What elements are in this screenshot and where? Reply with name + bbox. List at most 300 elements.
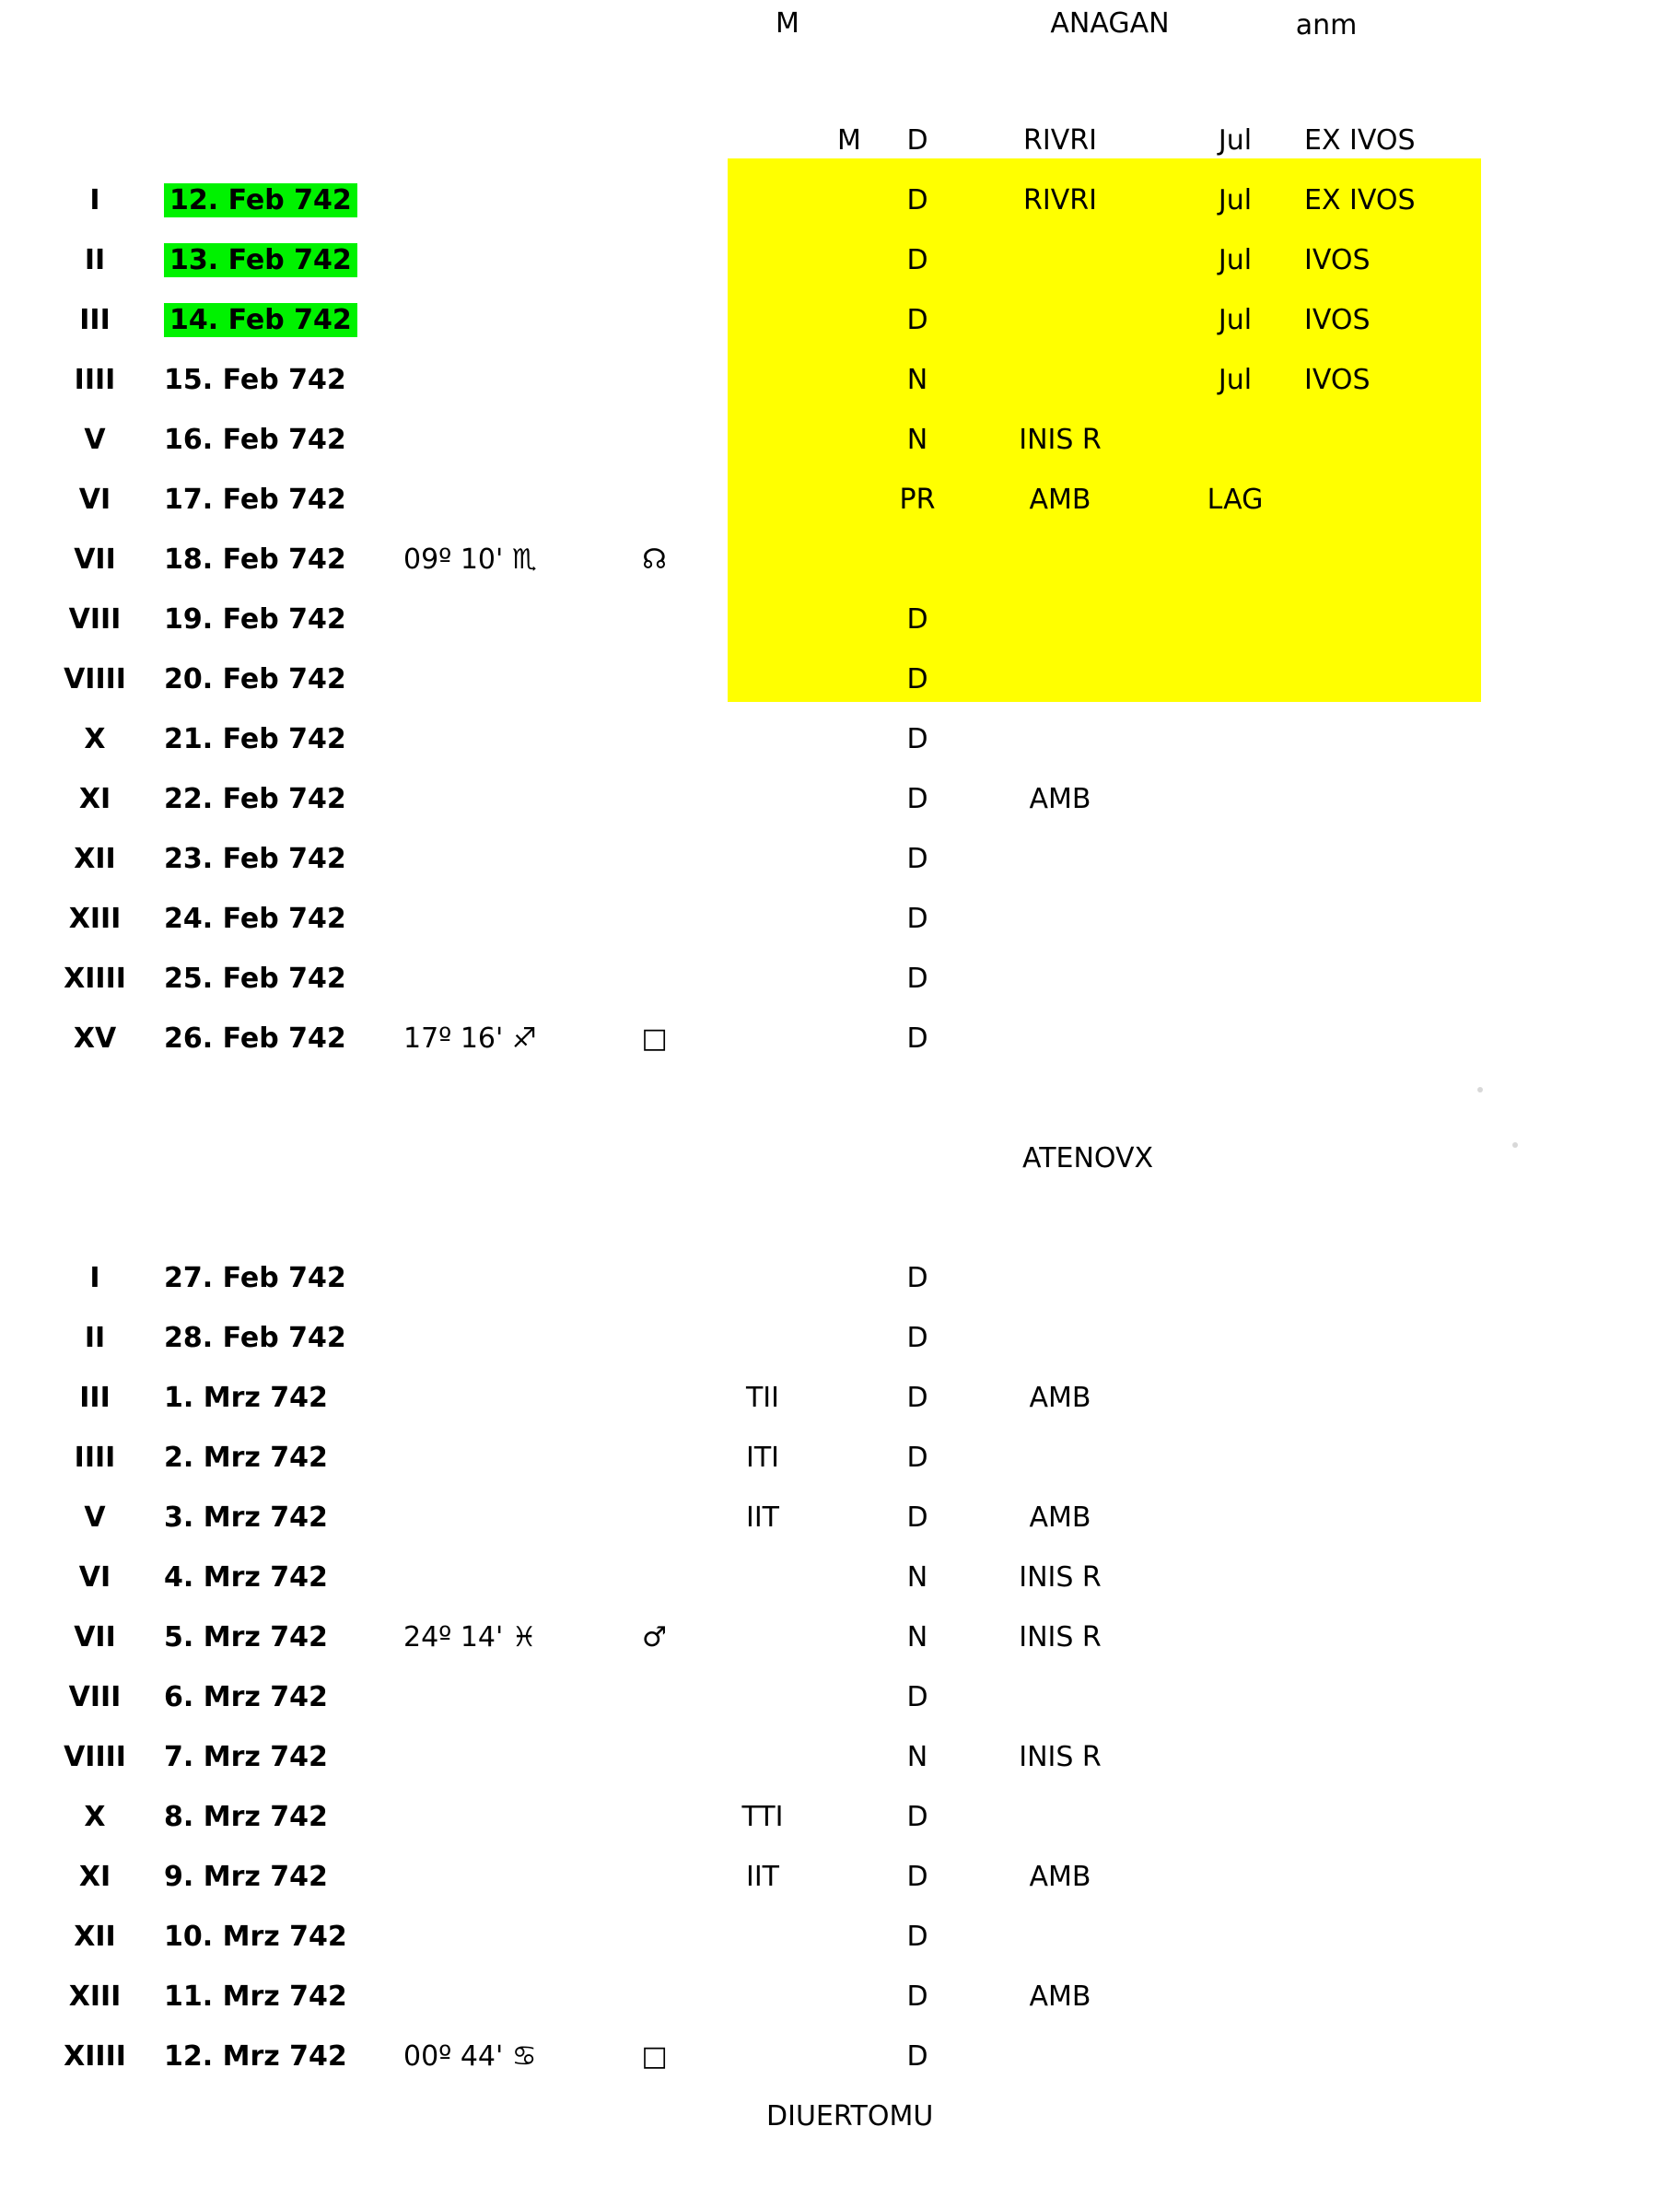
cell-aspect: □ bbox=[641, 1022, 668, 1055]
cell-date: 4. Mrz 742 bbox=[164, 1561, 328, 1594]
table-row bbox=[26, 1907, 1488, 1967]
table-row bbox=[26, 410, 1488, 470]
cell-roman: XV bbox=[73, 1022, 117, 1055]
cell-date: 7. Mrz 742 bbox=[164, 1741, 328, 1773]
cell-ivos bbox=[1304, 1907, 1488, 1967]
table-row bbox=[26, 170, 1488, 230]
cell-aspect bbox=[601, 1847, 707, 1907]
cell-date: 11. Mrz 742 bbox=[164, 1981, 347, 2013]
cell-date: 18. Feb 742 bbox=[164, 543, 346, 576]
table2-body bbox=[26, 1248, 1488, 2086]
table-row bbox=[26, 949, 1488, 1009]
cell-m bbox=[818, 1787, 881, 1847]
cell-jul bbox=[1166, 1308, 1304, 1368]
cell-m bbox=[818, 170, 881, 230]
cell-aspect bbox=[601, 649, 707, 709]
cell-jul bbox=[1166, 1907, 1304, 1967]
cell-tii bbox=[707, 1607, 818, 1667]
cell-note bbox=[954, 1787, 1166, 1847]
cell-jul bbox=[1166, 410, 1304, 470]
cell-m bbox=[818, 889, 881, 949]
cell-tii bbox=[707, 1667, 818, 1727]
cell-tii bbox=[707, 1967, 818, 2027]
cell-note bbox=[954, 949, 1166, 1009]
cell-aspect bbox=[601, 410, 707, 470]
cell-aspect bbox=[601, 1488, 707, 1548]
cell-ivos bbox=[1304, 1248, 1488, 1308]
cell-astro bbox=[403, 410, 601, 470]
cell-m bbox=[818, 1967, 881, 2027]
cell-d: N bbox=[906, 1741, 928, 1773]
cell-tii: IIT bbox=[745, 1501, 780, 1534]
cell-roman: X bbox=[84, 1801, 106, 1833]
calendar-table-second-fortnight bbox=[26, 1248, 1488, 2086]
cell-d: N bbox=[906, 1561, 928, 1594]
cell-tii bbox=[707, 530, 818, 590]
cell-jul bbox=[1166, 1667, 1304, 1727]
cell-ivos bbox=[1304, 1847, 1488, 1907]
cell-m bbox=[818, 709, 881, 769]
cell-m bbox=[818, 410, 881, 470]
cell-note bbox=[954, 829, 1166, 889]
section-label-diuertomu: DIUERTOMU bbox=[766, 2100, 934, 2132]
cell-tii bbox=[707, 290, 818, 350]
table-row bbox=[26, 1607, 1488, 1667]
cell-jul bbox=[1166, 649, 1304, 709]
table-row bbox=[26, 1967, 1488, 2027]
cell-tii bbox=[707, 1727, 818, 1787]
table-row bbox=[26, 1787, 1488, 1847]
cell-m bbox=[818, 949, 881, 1009]
calendar-table-first-fortnight bbox=[26, 111, 1488, 1069]
cell-m bbox=[818, 350, 881, 410]
cell-astro bbox=[403, 1368, 601, 1428]
cell-ivos bbox=[1304, 829, 1488, 889]
cell-d: D bbox=[906, 1801, 928, 1833]
cell-jul bbox=[1166, 889, 1304, 949]
cell-astro bbox=[403, 709, 601, 769]
cell-ivos bbox=[1304, 769, 1488, 829]
cell-d: D bbox=[906, 1322, 928, 1354]
cell-note: INIS R bbox=[1019, 1621, 1102, 1653]
cell-aspect bbox=[601, 1308, 707, 1368]
cell-note bbox=[954, 2027, 1166, 2086]
cell-ivos bbox=[1304, 709, 1488, 769]
cell-d: PR bbox=[899, 484, 936, 516]
cell-tii bbox=[707, 769, 818, 829]
cell-date: 16. Feb 742 bbox=[164, 424, 346, 456]
cell-jul bbox=[1166, 1967, 1304, 2027]
table-header-row bbox=[26, 111, 1488, 170]
table-row bbox=[26, 350, 1488, 410]
cell-astro: 17º 16' ♐ bbox=[403, 1022, 537, 1055]
cell-note bbox=[954, 290, 1166, 350]
cell-note bbox=[954, 590, 1166, 649]
cell-jul bbox=[1166, 1368, 1304, 1428]
cell-astro bbox=[403, 1787, 601, 1847]
cell-jul bbox=[1166, 949, 1304, 1009]
cell-m bbox=[818, 1428, 881, 1488]
cell-tii bbox=[707, 470, 818, 530]
cell-m bbox=[818, 1907, 881, 1967]
cell-aspect bbox=[601, 1248, 707, 1308]
cell-tii bbox=[707, 949, 818, 1009]
cell-date: 6. Mrz 742 bbox=[164, 1681, 328, 1713]
cell-jul: Jul bbox=[1218, 184, 1253, 216]
cell-ivos bbox=[1304, 1009, 1488, 1069]
cell-jul: Jul bbox=[1218, 304, 1253, 336]
cell-d: D bbox=[906, 1382, 928, 1414]
cell-note: AMB bbox=[1029, 484, 1091, 516]
cell-ivos bbox=[1304, 590, 1488, 649]
cell-roman: XIIII bbox=[64, 963, 126, 995]
cell-roman: XIII bbox=[68, 903, 122, 935]
cell-note: INIS R bbox=[1019, 1741, 1102, 1773]
table-row bbox=[26, 1548, 1488, 1607]
cell-aspect bbox=[601, 949, 707, 1009]
cell-tii: TTI bbox=[741, 1801, 784, 1833]
col-header-d: D bbox=[906, 124, 928, 157]
cell-astro bbox=[403, 1248, 601, 1308]
table1-body bbox=[26, 170, 1488, 1069]
cell-jul bbox=[1166, 1787, 1304, 1847]
cell-roman: V bbox=[84, 1501, 106, 1534]
cell-ivos bbox=[1304, 1607, 1488, 1667]
table-row bbox=[26, 1727, 1488, 1787]
cell-astro bbox=[403, 350, 601, 410]
cell-tii: TII bbox=[745, 1382, 780, 1414]
table-row bbox=[26, 1428, 1488, 1488]
cell-roman: XIII bbox=[68, 1981, 122, 2013]
cell-d: D bbox=[906, 1681, 928, 1713]
decorative-dot bbox=[1512, 1142, 1518, 1148]
cell-astro bbox=[403, 590, 601, 649]
cell-m bbox=[818, 1009, 881, 1069]
cell-m bbox=[818, 530, 881, 590]
cell-note bbox=[954, 1308, 1166, 1368]
cell-d: D bbox=[906, 963, 928, 995]
cell-note bbox=[954, 649, 1166, 709]
table-row bbox=[26, 1308, 1488, 1368]
cell-aspect bbox=[601, 170, 707, 230]
cell-m bbox=[818, 769, 881, 829]
cell-astro bbox=[403, 1428, 601, 1488]
cell-roman: VI bbox=[78, 484, 111, 516]
cell-note bbox=[954, 1907, 1166, 1967]
cell-roman: VII bbox=[74, 543, 116, 576]
col-header-ex-ivos: EX IVOS bbox=[1304, 124, 1416, 157]
cell-ivos bbox=[1304, 1368, 1488, 1428]
table-row bbox=[26, 1368, 1488, 1428]
cell-tii bbox=[707, 410, 818, 470]
cell-jul bbox=[1166, 829, 1304, 889]
col-header-rivri: RIVRI bbox=[1023, 124, 1097, 157]
cell-note: AMB bbox=[1029, 1501, 1091, 1534]
cell-tii bbox=[707, 1548, 818, 1607]
cell-ivos bbox=[1304, 949, 1488, 1009]
table-row bbox=[26, 1488, 1488, 1548]
cell-ivos bbox=[1304, 1787, 1488, 1847]
table-row bbox=[26, 1847, 1488, 1907]
top-header bbox=[0, 0, 1680, 55]
cell-roman: XIIII bbox=[64, 2040, 126, 2073]
cell-date: 1. Mrz 742 bbox=[164, 1382, 328, 1414]
cell-roman: V bbox=[84, 424, 106, 456]
cell-jul bbox=[1166, 1847, 1304, 1907]
date-highlight: 12. Feb 742 bbox=[164, 183, 357, 217]
cell-date: 20. Feb 742 bbox=[164, 663, 346, 695]
cell-roman: IIII bbox=[74, 1442, 116, 1474]
cell-ivos bbox=[1304, 1967, 1488, 2027]
cell-aspect bbox=[601, 1548, 707, 1607]
cell-date: 26. Feb 742 bbox=[164, 1022, 346, 1055]
cell-aspect bbox=[601, 709, 707, 769]
cell-jul bbox=[1166, 769, 1304, 829]
cell-tii bbox=[707, 829, 818, 889]
cell-d: D bbox=[906, 1022, 928, 1055]
cell-d: D bbox=[906, 1981, 928, 2013]
table-row bbox=[26, 1667, 1488, 1727]
cell-d: N bbox=[906, 364, 928, 396]
cell-m bbox=[818, 470, 881, 530]
cell-jul bbox=[1166, 2027, 1304, 2086]
cell-note: AMB bbox=[1029, 1382, 1091, 1414]
cell-date bbox=[164, 290, 403, 350]
cell-date: 25. Feb 742 bbox=[164, 963, 346, 995]
cell-date: 3. Mrz 742 bbox=[164, 1501, 328, 1534]
cell-m bbox=[818, 1847, 881, 1907]
cell-astro bbox=[403, 1548, 601, 1607]
cell-m bbox=[818, 649, 881, 709]
cell-m bbox=[818, 230, 881, 290]
cell-ivos bbox=[1304, 1727, 1488, 1787]
cell-ivos: IVOS bbox=[1304, 244, 1371, 276]
cell-d: D bbox=[906, 843, 928, 875]
cell-roman: VIII bbox=[68, 603, 122, 636]
table-row bbox=[26, 649, 1488, 709]
cell-note bbox=[954, 889, 1166, 949]
cell-date: 2. Mrz 742 bbox=[164, 1442, 328, 1474]
cell-note: INIS R bbox=[1019, 424, 1102, 456]
cell-jul bbox=[1166, 590, 1304, 649]
cell-note bbox=[954, 350, 1166, 410]
cell-date: 8. Mrz 742 bbox=[164, 1801, 328, 1833]
cell-astro bbox=[403, 1847, 601, 1907]
cell-aspect bbox=[601, 1368, 707, 1428]
date-highlight: 14. Feb 742 bbox=[164, 303, 357, 337]
cell-astro bbox=[403, 170, 601, 230]
cell-astro: 24º 14' ♓ bbox=[403, 1621, 537, 1653]
cell-roman: XI bbox=[78, 783, 111, 815]
table-row bbox=[26, 230, 1488, 290]
cell-m bbox=[818, 590, 881, 649]
cell-astro bbox=[403, 889, 601, 949]
cell-jul: Jul bbox=[1218, 364, 1253, 396]
cell-d: D bbox=[906, 1262, 928, 1294]
cell-jul bbox=[1166, 1488, 1304, 1548]
cell-astro bbox=[403, 1727, 601, 1787]
cell-tii: ITI bbox=[745, 1442, 780, 1474]
cell-aspect: ♂ bbox=[642, 1621, 667, 1653]
cell-d: D bbox=[906, 723, 928, 755]
cell-aspect bbox=[601, 1727, 707, 1787]
cell-note: RIVRI bbox=[1023, 184, 1097, 216]
cell-tii: IIT bbox=[745, 1861, 780, 1893]
cell-jul bbox=[1166, 1428, 1304, 1488]
col-header-astro bbox=[403, 111, 601, 170]
cell-ivos bbox=[1304, 1308, 1488, 1368]
col-header-tii bbox=[707, 111, 818, 170]
table-row bbox=[26, 1248, 1488, 1308]
cell-ivos bbox=[1304, 1428, 1488, 1488]
cell-ivos bbox=[1304, 470, 1488, 530]
cell-roman: II bbox=[84, 1322, 106, 1354]
cell-aspect bbox=[601, 1787, 707, 1847]
cell-d: D bbox=[906, 1442, 928, 1474]
cell-astro: 00º 44' ♋ bbox=[403, 2040, 537, 2073]
cell-roman: VI bbox=[78, 1561, 111, 1594]
cell-ivos: EX IVOS bbox=[1304, 184, 1416, 216]
table-row bbox=[26, 290, 1488, 350]
cell-astro bbox=[403, 230, 601, 290]
cell-m bbox=[818, 829, 881, 889]
cell-d: D bbox=[906, 304, 928, 336]
cell-ivos bbox=[1304, 649, 1488, 709]
cell-jul bbox=[1166, 709, 1304, 769]
col-header-m: M bbox=[837, 124, 861, 157]
header-m: M bbox=[776, 7, 799, 40]
cell-astro bbox=[403, 290, 601, 350]
cell-roman: III bbox=[79, 1382, 111, 1414]
cell-tii bbox=[707, 709, 818, 769]
cell-note: INIS R bbox=[1019, 1561, 1102, 1594]
cell-m bbox=[818, 1488, 881, 1548]
cell-aspect: □ bbox=[641, 2040, 668, 2073]
cell-astro: 09º 10' ♏ bbox=[403, 543, 537, 576]
cell-jul bbox=[1166, 1727, 1304, 1787]
cell-jul: Jul bbox=[1218, 244, 1253, 276]
table-row bbox=[26, 829, 1488, 889]
cell-d: N bbox=[906, 1621, 928, 1653]
cell-m bbox=[818, 290, 881, 350]
cell-note bbox=[954, 1009, 1166, 1069]
cell-tii bbox=[707, 1248, 818, 1308]
cell-m bbox=[818, 1368, 881, 1428]
date-highlight: 13. Feb 742 bbox=[164, 243, 357, 277]
cell-ivos bbox=[1304, 1667, 1488, 1727]
cell-ivos: IVOS bbox=[1304, 364, 1371, 396]
cell-astro bbox=[403, 649, 601, 709]
cell-jul bbox=[1166, 1607, 1304, 1667]
cell-ivos: IVOS bbox=[1304, 304, 1371, 336]
cell-roman: VII bbox=[74, 1621, 116, 1653]
cell-m bbox=[818, 1727, 881, 1787]
table-row bbox=[26, 709, 1488, 769]
cell-astro bbox=[403, 1667, 601, 1727]
cell-roman: XI bbox=[78, 1861, 111, 1893]
cell-date: 21. Feb 742 bbox=[164, 723, 346, 755]
table-row bbox=[26, 889, 1488, 949]
cell-aspect bbox=[601, 1667, 707, 1727]
header-anagan: ANAGAN bbox=[1050, 7, 1170, 40]
cell-roman: III bbox=[79, 304, 111, 336]
table-row bbox=[26, 769, 1488, 829]
cell-astro bbox=[403, 1308, 601, 1368]
cell-jul bbox=[1166, 1548, 1304, 1607]
cell-aspect bbox=[601, 1907, 707, 1967]
cell-date: 9. Mrz 742 bbox=[164, 1861, 328, 1893]
col-header-jul: Jul bbox=[1218, 124, 1253, 157]
cell-m bbox=[818, 1548, 881, 1607]
cell-d: D bbox=[906, 244, 928, 276]
decorative-dot bbox=[1477, 1087, 1483, 1092]
cell-m bbox=[818, 1607, 881, 1667]
cell-aspect: ☊ bbox=[642, 543, 667, 576]
cell-aspect bbox=[601, 590, 707, 649]
cell-date: 12. Mrz 742 bbox=[164, 2040, 347, 2073]
cell-astro bbox=[403, 470, 601, 530]
cell-tii bbox=[707, 590, 818, 649]
cell-d: N bbox=[906, 424, 928, 456]
cell-d: D bbox=[906, 783, 928, 815]
cell-ivos bbox=[1304, 889, 1488, 949]
cell-roman: IIII bbox=[74, 364, 116, 396]
cell-date: 28. Feb 742 bbox=[164, 1322, 346, 1354]
cell-date: 23. Feb 742 bbox=[164, 843, 346, 875]
col-header-aspect bbox=[601, 111, 707, 170]
cell-m bbox=[818, 1308, 881, 1368]
cell-date bbox=[164, 170, 403, 230]
cell-d: D bbox=[906, 603, 928, 636]
col-header-date bbox=[164, 111, 403, 170]
cell-ivos bbox=[1304, 410, 1488, 470]
cell-aspect bbox=[601, 290, 707, 350]
cell-d bbox=[881, 530, 954, 590]
cell-jul bbox=[1166, 530, 1304, 590]
cell-tii bbox=[707, 1907, 818, 1967]
cell-astro bbox=[403, 1967, 601, 2027]
cell-roman: XII bbox=[74, 1921, 116, 1953]
cell-ivos bbox=[1304, 1488, 1488, 1548]
cell-tii bbox=[707, 350, 818, 410]
cell-d: D bbox=[906, 184, 928, 216]
table-row bbox=[26, 470, 1488, 530]
cell-date bbox=[164, 230, 403, 290]
cell-date: 17. Feb 742 bbox=[164, 484, 346, 516]
cell-jul bbox=[1166, 1248, 1304, 1308]
cell-date: 15. Feb 742 bbox=[164, 364, 346, 396]
cell-aspect bbox=[601, 470, 707, 530]
cell-roman: II bbox=[84, 244, 106, 276]
cell-tii bbox=[707, 2027, 818, 2086]
cell-d: D bbox=[906, 1501, 928, 1534]
cell-tii bbox=[707, 649, 818, 709]
cell-tii bbox=[707, 1009, 818, 1069]
header-anm: anm bbox=[1295, 9, 1358, 41]
cell-aspect bbox=[601, 1967, 707, 2027]
cell-date: 19. Feb 742 bbox=[164, 603, 346, 636]
cell-jul bbox=[1166, 1009, 1304, 1069]
cell-m bbox=[818, 2027, 881, 2086]
cell-roman: X bbox=[84, 723, 106, 755]
cell-ivos bbox=[1304, 1548, 1488, 1607]
col-header-roman bbox=[26, 111, 164, 170]
section-label-atenovx: ATENOVX bbox=[1022, 1142, 1154, 1174]
cell-note: AMB bbox=[1029, 783, 1091, 815]
cell-note bbox=[954, 230, 1166, 290]
cell-note bbox=[954, 709, 1166, 769]
cell-m bbox=[818, 1667, 881, 1727]
